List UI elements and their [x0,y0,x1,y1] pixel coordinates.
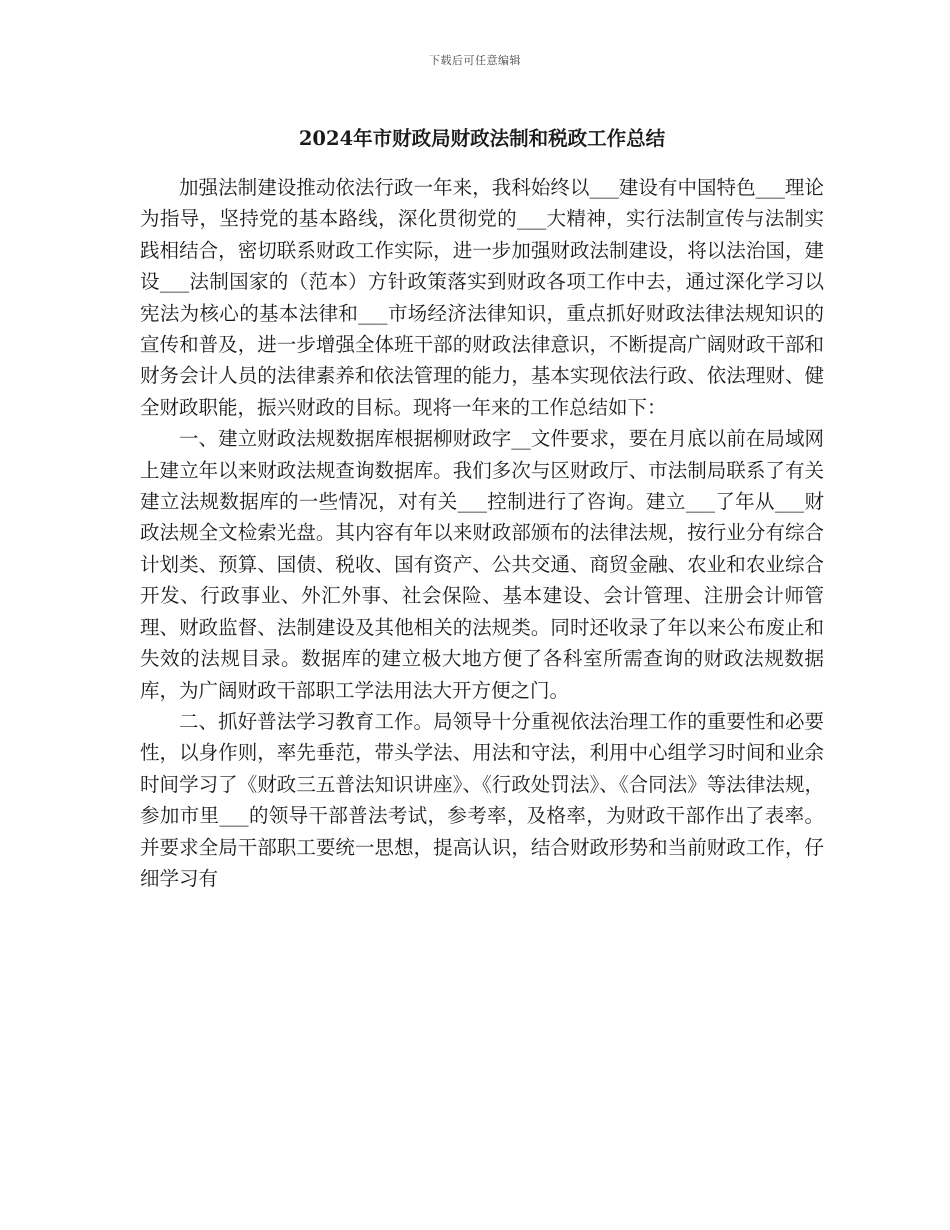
header-note: 下载后可任意编辑 [429,54,521,67]
paragraph-section-1: 一、建立财政法规数据库根据柳财政字__文件要求，要在月底以前在局域网上建立年以来财政法规查询数据库。我们多次与区财政厅、市法制局联系了有关建立法规数据库的一些情况，对有关___控制进行了咨询。建立___了年从___财政法规全文检索光盘。其内容有年以来财政部颁布的法律法规，按行业分有综合计划类、预算、国债、税收、国有资产、公共交通、商贸金融、农业和农业综合开发、行政事业、外汇外事、社会保险、基本建设、会计管理、注册会计师管理、财政监督、法制建设及其他相关的法规类。同时还收录了年以来公布废止和失效的法规目录。数据库的建立极大地方便了各科室所需查询的财政法规数据库，为广阔财政干部职工学法用法大开方便之门。 [140,427,824,702]
paragraph-intro: 加强法制建设推动依法行政一年来，我科始终以___建设有中国特色___理论为指导，坚持党的基本路线，深化贯彻党的___大精神，实行法制宣传与法制实践相结合，密切联系财政工作实际，进一步加强财政法制建设，将以法治国，建设___法制国家的（范本）方针政策落实到财政各项工作中去，通过深化学习以宪法为核心的基本法律和___市场经济法律知识，重点抓好财政法律法规知识的宣传和普及，进一步增强全体班干部的财政法律意识，不断提高广阔财政干部和财务会计人员的法律素养和依法管理的能力，基本实现依法行政、依法理财、健全财政职能，振兴财政的目标。现将一年来的工作总结如下： [140,176,824,419]
document-body [140,172,824,894]
paragraph-section-2: 二、抓好普法学习教育工作。局领导十分重视依法治理工作的重要性和必要性，以身作则，率先垂范，带头学法、用法和守法，利用中心组学习时间和业余时间学习了《财政三五普法知识讲座》、《行政处罚法》、《合同法》等法律法规，参加市里___的领导干部普法考试，参考率，及格率，为财政干部作出了表率。并要求全局干部职工要统一思想，提高认识，结合财政形势和当前财政工作，仔细学习有 [140,709,824,890]
document-title: 2024年市财政局财政法制和税政工作总结 [298,127,666,150]
